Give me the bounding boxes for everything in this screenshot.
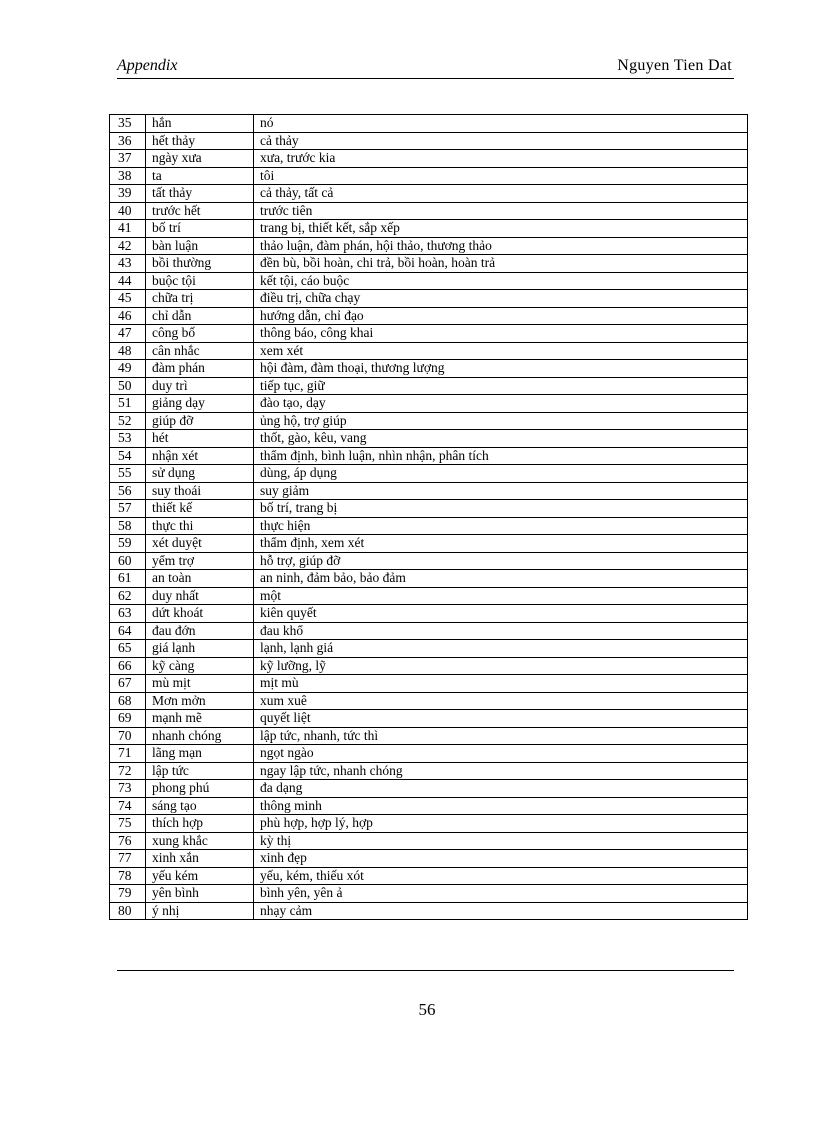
row-number: 47	[110, 325, 146, 343]
term: mù mịt	[146, 675, 254, 693]
page-number: 56	[418, 1000, 436, 1019]
table-row	[110, 255, 748, 273]
term: yếu kém	[146, 867, 254, 885]
term: thực thi	[146, 517, 254, 535]
synonyms: phù hợp, hợp lý, hợp	[254, 815, 748, 833]
term: ngày xưa	[146, 150, 254, 168]
table-row	[110, 447, 748, 465]
synonyms: nhạy cảm	[254, 902, 748, 920]
table-row	[110, 850, 748, 868]
row-number: 72	[110, 762, 146, 780]
term: thiết kế	[146, 500, 254, 518]
term: bồi thường	[146, 255, 254, 273]
row-number: 70	[110, 727, 146, 745]
vocabulary-table-body	[110, 115, 748, 920]
term: nhận xét	[146, 447, 254, 465]
term: công bố	[146, 325, 254, 343]
term: bàn luận	[146, 237, 254, 255]
table-row	[110, 762, 748, 780]
synonyms: cả thảy	[254, 132, 748, 150]
table-row	[110, 465, 748, 483]
table-row	[110, 780, 748, 798]
table-row	[110, 605, 748, 623]
synonyms: hội đàm, đàm thoại, thương lượng	[254, 360, 748, 378]
table-row	[110, 832, 748, 850]
table-row	[110, 167, 748, 185]
table-row	[110, 500, 748, 518]
row-number: 61	[110, 570, 146, 588]
term: yên bình	[146, 885, 254, 903]
row-number: 39	[110, 185, 146, 203]
table-row	[110, 290, 748, 308]
table-row	[110, 570, 748, 588]
row-number: 35	[110, 115, 146, 133]
synonyms: dùng, áp dụng	[254, 465, 748, 483]
term: chỉ dẫn	[146, 307, 254, 325]
row-number: 58	[110, 517, 146, 535]
term: tất thảy	[146, 185, 254, 203]
table-row	[110, 360, 748, 378]
synonyms: hỗ trợ, giúp đỡ	[254, 552, 748, 570]
row-number: 38	[110, 167, 146, 185]
row-number: 74	[110, 797, 146, 815]
table-row	[110, 815, 748, 833]
row-number: 41	[110, 220, 146, 238]
term: xung khắc	[146, 832, 254, 850]
synonyms: cả thảy, tất cả	[254, 185, 748, 203]
term: trước hết	[146, 202, 254, 220]
synonyms: trước tiên	[254, 202, 748, 220]
term: yểm trợ	[146, 552, 254, 570]
term: ý nhị	[146, 902, 254, 920]
table-row	[110, 325, 748, 343]
row-number: 57	[110, 500, 146, 518]
synonyms: xinh đẹp	[254, 850, 748, 868]
row-number: 53	[110, 430, 146, 448]
row-number: 45	[110, 290, 146, 308]
page-header	[117, 56, 734, 79]
term: kỹ càng	[146, 657, 254, 675]
row-number: 77	[110, 850, 146, 868]
table-row	[110, 412, 748, 430]
table-row	[110, 482, 748, 500]
row-number: 60	[110, 552, 146, 570]
synonyms: ngọt ngào	[254, 745, 748, 763]
synonyms: lạnh, lạnh giá	[254, 640, 748, 658]
row-number: 42	[110, 237, 146, 255]
term: giúp đỡ	[146, 412, 254, 430]
table-row	[110, 797, 748, 815]
synonyms: thẩm định, xem xét	[254, 535, 748, 553]
synonyms: trang bị, thiết kết, sắp xếp	[254, 220, 748, 238]
header-title: Appendix	[117, 57, 178, 74]
synonyms: thảo luận, đàm phán, hội thảo, thương thảo	[254, 237, 748, 255]
row-number: 65	[110, 640, 146, 658]
row-number: 78	[110, 867, 146, 885]
synonyms: kết tội, cáo buộc	[254, 272, 748, 290]
row-number: 49	[110, 360, 146, 378]
table-row	[110, 535, 748, 553]
table-row	[110, 902, 748, 920]
table-row	[110, 727, 748, 745]
table-row	[110, 272, 748, 290]
term: bố trí	[146, 220, 254, 238]
table-row	[110, 552, 748, 570]
synonyms: đền bù, bồi hoàn, chi trả, bồi hoàn, hoàn trả	[254, 255, 748, 273]
row-number: 55	[110, 465, 146, 483]
synonyms: ngay lập tức, nhanh chóng	[254, 762, 748, 780]
table-row	[110, 675, 748, 693]
synonyms: thốt, gào, kêu, vang	[254, 430, 748, 448]
term: xinh xắn	[146, 850, 254, 868]
synonyms: xum xuê	[254, 692, 748, 710]
synonyms: một	[254, 587, 748, 605]
term: sử dụng	[146, 465, 254, 483]
table-row	[110, 657, 748, 675]
table-row	[110, 220, 748, 238]
row-number: 76	[110, 832, 146, 850]
table-row	[110, 867, 748, 885]
row-number: 67	[110, 675, 146, 693]
row-number: 51	[110, 395, 146, 413]
term: ta	[146, 167, 254, 185]
term: giảng dạy	[146, 395, 254, 413]
row-number: 37	[110, 150, 146, 168]
term: đau đớn	[146, 622, 254, 640]
row-number: 71	[110, 745, 146, 763]
term: lập tức	[146, 762, 254, 780]
synonyms: bố trí, trang bị	[254, 500, 748, 518]
term: suy thoái	[146, 482, 254, 500]
term: đàm phán	[146, 360, 254, 378]
table-row	[110, 342, 748, 360]
synonyms: kiên quyết	[254, 605, 748, 623]
row-number: 52	[110, 412, 146, 430]
row-number: 56	[110, 482, 146, 500]
row-number: 66	[110, 657, 146, 675]
table-row	[110, 622, 748, 640]
synonyms: xưa, trước kia	[254, 150, 748, 168]
term: buộc tội	[146, 272, 254, 290]
vocabulary-table	[109, 114, 748, 920]
synonyms: đa dạng	[254, 780, 748, 798]
row-number: 46	[110, 307, 146, 325]
row-number: 43	[110, 255, 146, 273]
term: lãng mạn	[146, 745, 254, 763]
term: hét	[146, 430, 254, 448]
row-number: 48	[110, 342, 146, 360]
row-number: 68	[110, 692, 146, 710]
table-row	[110, 395, 748, 413]
table-row	[110, 202, 748, 220]
synonyms: ủng hộ, trợ giúp	[254, 412, 748, 430]
row-number: 36	[110, 132, 146, 150]
term: thích hợp	[146, 815, 254, 833]
table-row	[110, 745, 748, 763]
term: mạnh mẽ	[146, 710, 254, 728]
row-number: 50	[110, 377, 146, 395]
synonyms: kỳ thị	[254, 832, 748, 850]
table-row	[110, 185, 748, 203]
synonyms: điều trị, chữa chạy	[254, 290, 748, 308]
synonyms: kỹ lưỡng, lỹ	[254, 657, 748, 675]
row-number: 63	[110, 605, 146, 623]
synonyms: mịt mù	[254, 675, 748, 693]
table-row	[110, 710, 748, 728]
row-number: 73	[110, 780, 146, 798]
synonyms: thông báo, công khai	[254, 325, 748, 343]
term: cân nhắc	[146, 342, 254, 360]
term: xét duyệt	[146, 535, 254, 553]
synonyms: lập tức, nhanh, tức thì	[254, 727, 748, 745]
term: duy nhất	[146, 587, 254, 605]
synonyms: an ninh, đảm bảo, bảo đảm	[254, 570, 748, 588]
table-row	[110, 150, 748, 168]
row-number: 54	[110, 447, 146, 465]
term: Mơn mởn	[146, 692, 254, 710]
synonyms: bình yên, yên ả	[254, 885, 748, 903]
row-number: 80	[110, 902, 146, 920]
table-row	[110, 640, 748, 658]
header-author: Nguyen Tien Dat	[617, 57, 732, 74]
table-row	[110, 430, 748, 448]
row-number: 44	[110, 272, 146, 290]
synonyms: xem xét	[254, 342, 748, 360]
synonyms: thông minh	[254, 797, 748, 815]
table-row	[110, 132, 748, 150]
row-number: 59	[110, 535, 146, 553]
table-row	[110, 115, 748, 133]
row-number: 79	[110, 885, 146, 903]
synonyms: quyết liệt	[254, 710, 748, 728]
synonyms: tiếp tục, giữ	[254, 377, 748, 395]
table-row	[110, 377, 748, 395]
table-row	[110, 692, 748, 710]
term: giá lạnh	[146, 640, 254, 658]
synonyms: suy giảm	[254, 482, 748, 500]
table-row	[110, 587, 748, 605]
term: chữa trị	[146, 290, 254, 308]
table-row	[110, 885, 748, 903]
table-row	[110, 307, 748, 325]
synonyms: hướng dẫn, chỉ đạo	[254, 307, 748, 325]
synonyms: thẩm định, bình luận, nhìn nhận, phân tích	[254, 447, 748, 465]
term: an toàn	[146, 570, 254, 588]
synonyms: đào tạo, dạy	[254, 395, 748, 413]
table-row	[110, 237, 748, 255]
term: hắn	[146, 115, 254, 133]
synonyms: yếu, kém, thiếu xót	[254, 867, 748, 885]
footer-divider	[117, 970, 734, 971]
term: duy trì	[146, 377, 254, 395]
term: dứt khoát	[146, 605, 254, 623]
term: sáng tạo	[146, 797, 254, 815]
row-number: 40	[110, 202, 146, 220]
term: hết thảy	[146, 132, 254, 150]
row-number: 62	[110, 587, 146, 605]
term: nhanh chóng	[146, 727, 254, 745]
row-number: 69	[110, 710, 146, 728]
row-number: 64	[110, 622, 146, 640]
synonyms: thực hiện	[254, 517, 748, 535]
synonyms: nó	[254, 115, 748, 133]
row-number: 75	[110, 815, 146, 833]
term: phong phú	[146, 780, 254, 798]
synonyms: tôi	[254, 167, 748, 185]
synonyms: đau khổ	[254, 622, 748, 640]
table-row	[110, 517, 748, 535]
